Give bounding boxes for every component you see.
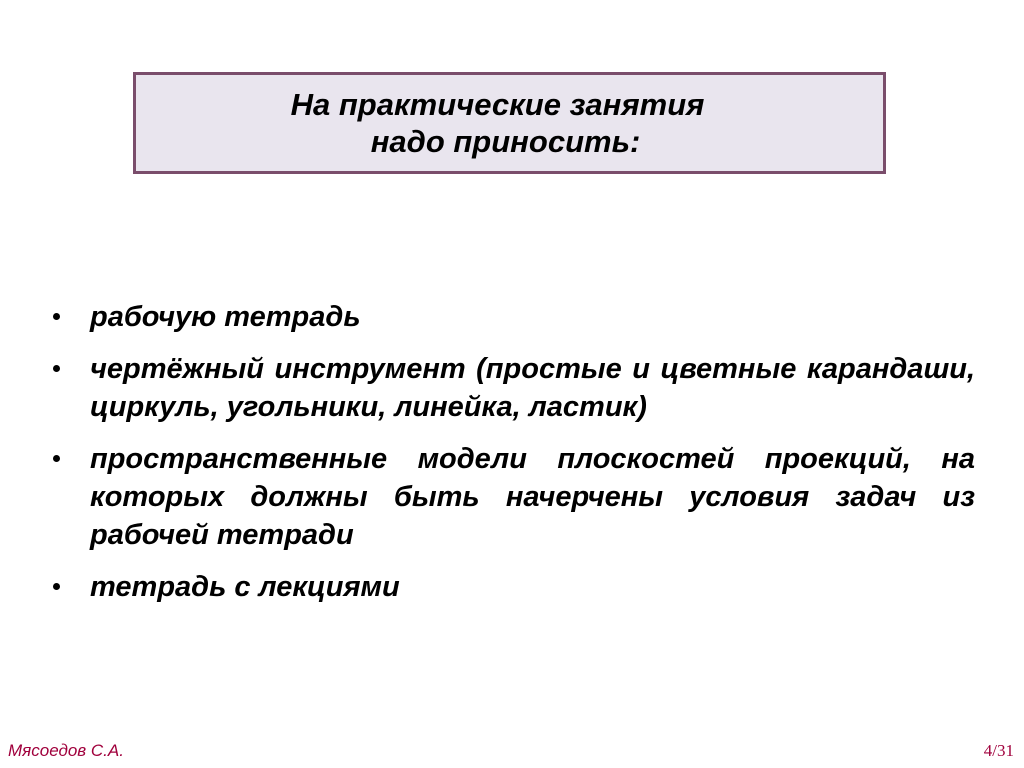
title-box (133, 72, 886, 174)
bullet-item (48, 350, 975, 426)
footer-author: Мясоедов С.А. (8, 741, 124, 760)
bullet-text: чертёжный инструмент (простые и цветные карандаши, циркуль, угольники, линейка, ластик) (90, 353, 975, 423)
bullet-dot-icon (53, 455, 60, 462)
slide-title-line-2: надо приносить: (370, 124, 641, 159)
bullet-text: тетрадь с лекциями (90, 571, 400, 603)
bullet-dot-icon (53, 583, 60, 590)
bullet-dot-icon (53, 365, 60, 372)
bullet-list (48, 298, 975, 620)
page-number: 4/31 (983, 741, 1014, 760)
bullet-dot-icon (53, 313, 60, 320)
bullet-text: пространственные модели плоскостей проекций, на которых должны быть начерчены условия задач из рабочей тетради (90, 443, 975, 551)
bullet-text: рабочую тетрадь (90, 301, 361, 333)
slide-title-line-1: На практические занятия (290, 87, 705, 122)
bullet-item (48, 298, 975, 336)
bullet-item (48, 440, 975, 554)
bullet-item (48, 568, 975, 606)
